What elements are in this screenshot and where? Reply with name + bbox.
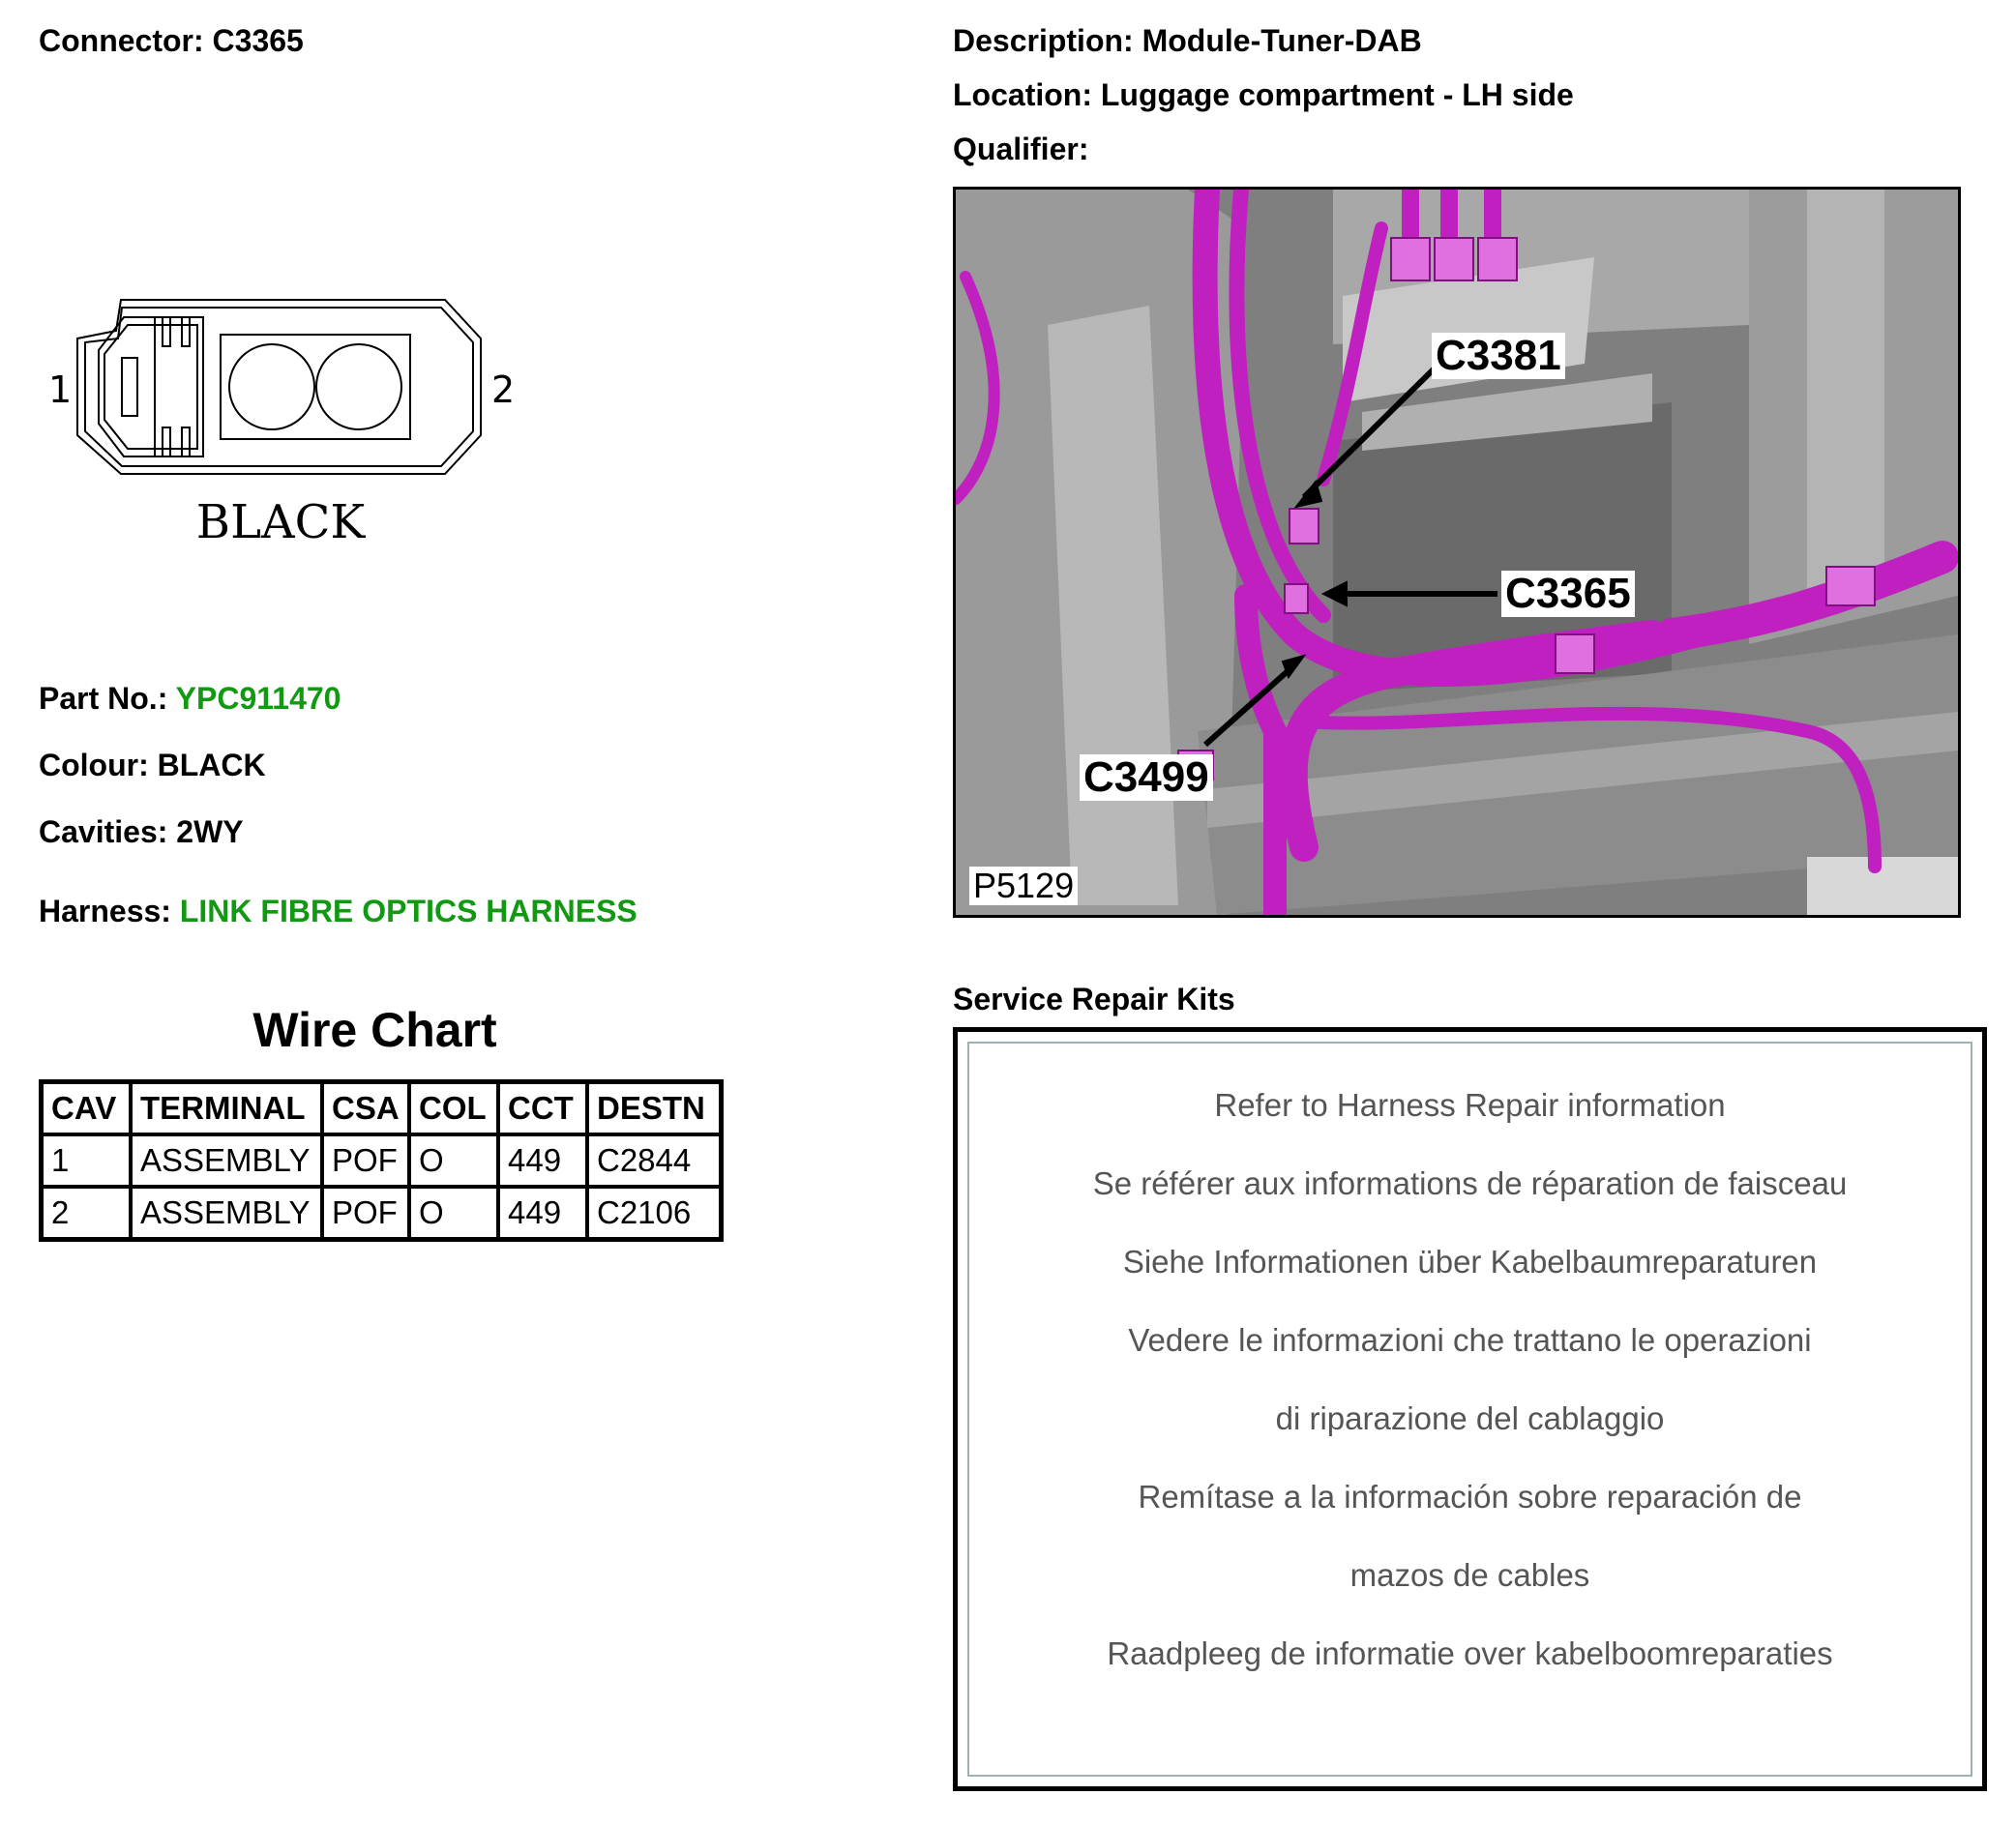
wire-chart-table <box>39 1079 724 1242</box>
service-repair-kits-title: Service Repair Kits <box>953 982 1235 1016</box>
part-number-row <box>39 679 341 718</box>
table-cell: ASSEMBLY <box>131 1187 322 1240</box>
table-header-row <box>42 1082 722 1135</box>
cavities-label: Cavities: 2WY <box>39 814 244 849</box>
table-cell: POF <box>322 1187 409 1240</box>
table-cell: O <box>409 1187 498 1240</box>
callout-c3381: C3381 <box>1432 333 1565 379</box>
pin-1-label: 1 <box>48 368 73 411</box>
table-cell: POF <box>322 1134 409 1187</box>
part-number-link[interactable]: YPC911470 <box>175 681 341 716</box>
table-cell: C2106 <box>587 1187 722 1240</box>
harness-row <box>39 892 637 930</box>
wire-chart-title: Wire Chart <box>252 1003 497 1057</box>
pin-2-label: 2 <box>491 368 516 411</box>
qualifier-label: Qualifier: <box>953 132 1089 166</box>
kit-text-line: Remítase a la información sobre reparación de <box>1138 1479 1802 1515</box>
table-cell: 449 <box>498 1187 587 1240</box>
table-cell: 2 <box>42 1187 132 1240</box>
table-cell: 449 <box>498 1134 587 1187</box>
colour-label: Colour: BLACK <box>39 748 266 782</box>
description-label: Description: Module-Tuner-DAB <box>953 23 1422 58</box>
column-header: CCT <box>498 1082 587 1135</box>
table-cell: O <box>409 1134 498 1187</box>
photo-id-label: P5129 <box>969 867 1078 905</box>
kit-text-line: Se référer aux informations de réparation de faisceau <box>1092 1165 1848 1201</box>
column-header: COL <box>409 1082 498 1135</box>
connector-outline-icon <box>39 290 542 571</box>
table-row <box>42 1134 722 1187</box>
harness-illustration <box>956 190 1958 915</box>
table-cell: ASSEMBLY <box>131 1134 322 1187</box>
connector-colour-text: BLACK <box>195 495 366 549</box>
callout-c3499: C3499 <box>1080 754 1213 801</box>
kit-text-line: Refer to Harness Repair information <box>1214 1087 1726 1123</box>
kit-text-line: Siehe Informationen über Kabelbaumreparaturen <box>1122 1244 1818 1280</box>
location-image <box>953 187 1961 918</box>
connector-face-diagram <box>39 290 542 571</box>
kit-text-line: mazos de cables <box>1349 1557 1590 1593</box>
column-header: TERMINAL <box>131 1082 322 1135</box>
harness-link[interactable]: LINK FIBRE OPTICS HARNESS <box>179 894 637 928</box>
table-cell: C2844 <box>587 1134 722 1187</box>
service-repair-kits-box <box>953 1027 1987 1791</box>
location-label: Location: Luggage compartment - LH side <box>953 77 1574 112</box>
service-repair-kits-inner <box>967 1042 1972 1777</box>
kit-text-line: Raadpleeg de informatie over kabelboomreparaties <box>1107 1635 1833 1671</box>
callout-c3365: C3365 <box>1501 571 1635 617</box>
kit-text-line: Vedere le informazioni che trattano le operazioni <box>1128 1322 1812 1358</box>
part-number-label: Part No.: <box>39 681 168 716</box>
table-row <box>42 1187 722 1240</box>
column-header: CAV <box>42 1082 132 1135</box>
kit-text-line: di riparazione del cablaggio <box>1275 1400 1665 1436</box>
harness-label: Harness: <box>39 894 171 928</box>
column-header: DESTN <box>587 1082 722 1135</box>
connector-label: Connector: C3365 <box>39 23 304 58</box>
table-cell: 1 <box>42 1134 132 1187</box>
column-header: CSA <box>322 1082 409 1135</box>
